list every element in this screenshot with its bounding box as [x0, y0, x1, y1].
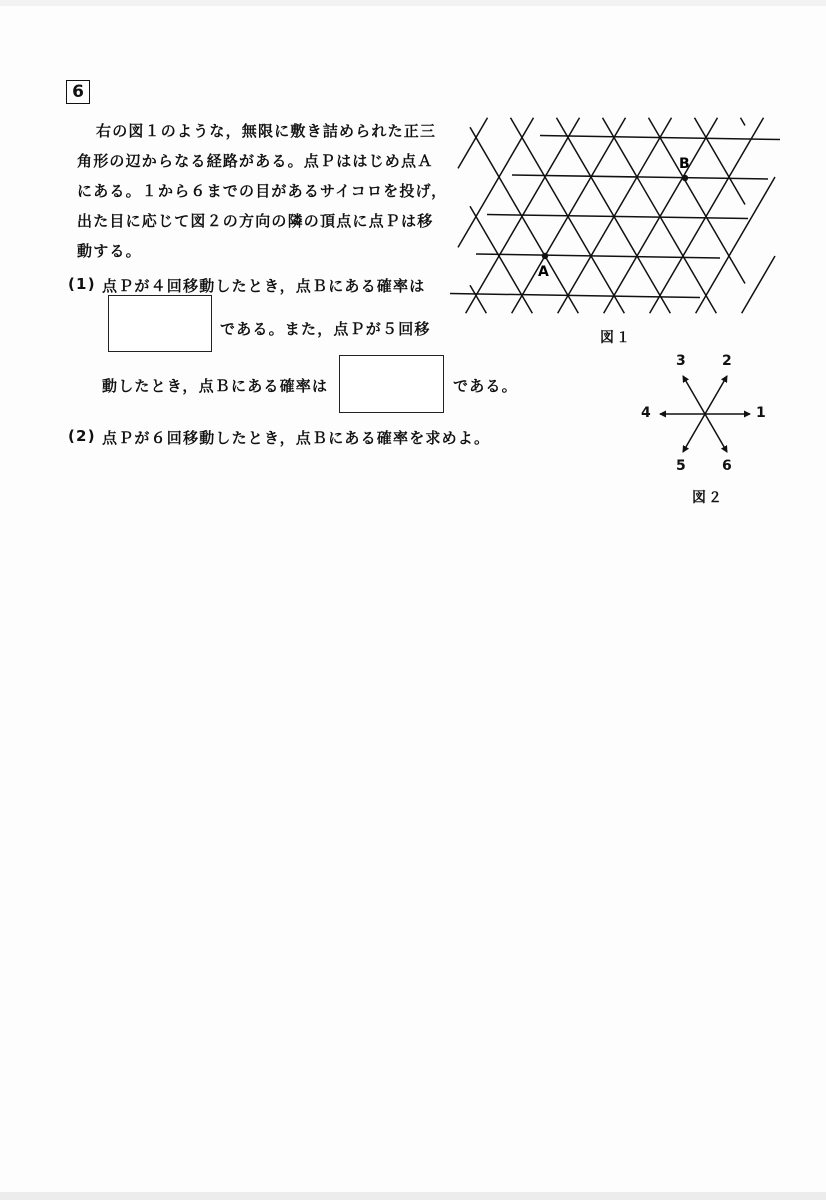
q1-line-3-after: である。: [453, 377, 518, 395]
direction-label-2: 2: [722, 353, 734, 369]
figure-2-caption: 図２: [692, 490, 724, 506]
point-a-label: A: [538, 264, 549, 280]
page-bottom-strip: [0, 1192, 826, 1200]
q1-line-2: である。また，点Ｐが５回移: [220, 320, 431, 338]
intro-line-1: 右の図１のような，無限に敷き詰められた正三: [96, 122, 437, 140]
direction-label-6: 6: [722, 458, 734, 474]
q2-text: 点Ｐが６回移動したとき，点Ｂにある確率を求めよ。: [102, 429, 491, 447]
problem-number: 6: [66, 80, 90, 104]
intro-line-4: 出た目に応じて図２の方向の隣の頂点に点Ｐは移: [77, 212, 434, 230]
q1-line-3-before: 動したとき，点Ｂにある確率は: [102, 377, 329, 395]
figure-1-caption: 図１: [600, 330, 632, 346]
intro-line-5: 動する。: [77, 242, 142, 260]
direction-arrow-6: [705, 414, 727, 452]
direction-arrow-3: [683, 376, 705, 414]
intro-line-2: 角形の辺からなる経路がある。点Ｐははじめ点Ａ: [77, 152, 434, 170]
direction-arrow-2: [705, 376, 727, 414]
q1-line-1: 点Ｐが４回移動したとき，点Ｂにある確率は: [102, 277, 426, 295]
q1-marker: (1): [68, 275, 96, 293]
figure-2-directions: [0, 0, 826, 520]
direction-label-5: 5: [676, 458, 688, 474]
direction-label-4: 4: [641, 405, 653, 421]
direction-label-1: 1: [756, 405, 768, 421]
q2-marker: (2): [68, 427, 96, 445]
direction-arrow-5: [683, 414, 705, 452]
intro-line-3: にある。１から６までの目があるサイコロを投げ，: [77, 182, 448, 200]
direction-label-3: 3: [676, 353, 688, 369]
point-b-label: B: [679, 156, 690, 172]
